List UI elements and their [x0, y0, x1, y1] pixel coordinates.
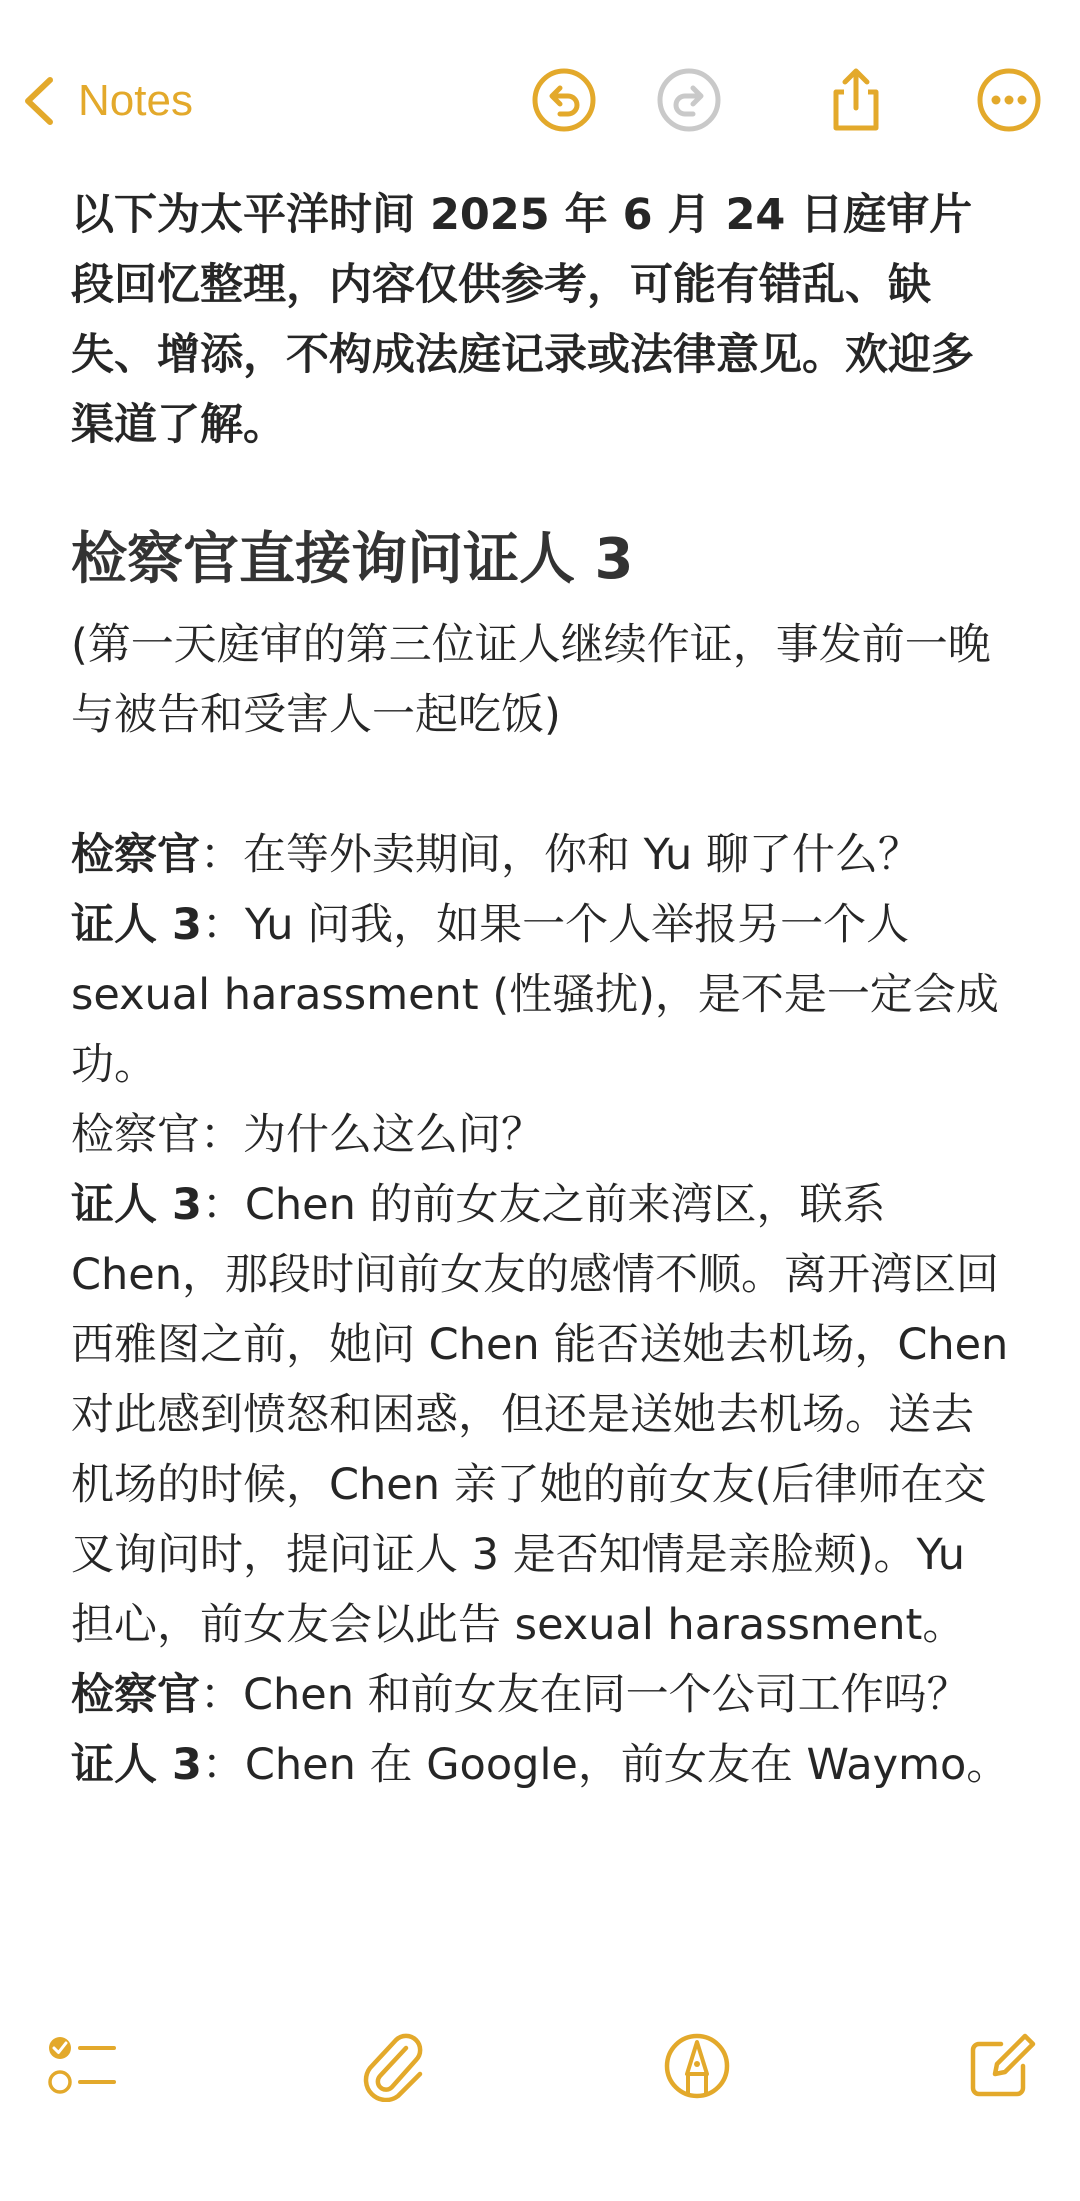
dialogue-text: Chen 和前女友在同一个公司工作吗？	[243, 1670, 970, 1720]
speaker-name: 证人 3	[71, 900, 202, 950]
dialogue-text: Chen 在 Google，前女友在 Waymo。	[244, 1740, 1010, 1790]
dialogue	[71, 820, 1011, 1800]
separator: ：	[201, 900, 245, 950]
markup-pen-icon	[661, 2030, 733, 2102]
more-button[interactable]	[975, 66, 1043, 134]
compose-icon	[965, 2030, 1037, 2102]
share-icon	[822, 66, 890, 134]
redo-button[interactable]	[655, 66, 723, 134]
share-button[interactable]	[822, 66, 890, 134]
chevron-left-icon	[20, 74, 58, 128]
more-icon	[975, 66, 1043, 134]
speaker-name: 检察官	[71, 1110, 200, 1160]
redo-icon	[655, 66, 723, 134]
dialogue-line	[71, 820, 1011, 890]
dialogue-line	[71, 890, 1011, 1100]
attach-button[interactable]	[358, 2030, 430, 2102]
compose-button[interactable]	[965, 2030, 1037, 2102]
back-label: Notes	[78, 76, 193, 125]
back-button[interactable]	[20, 68, 193, 134]
undo-button[interactable]	[530, 66, 598, 134]
separator: ：	[200, 830, 243, 880]
separator: ：	[200, 1110, 243, 1160]
checklist-button[interactable]	[46, 2030, 118, 2102]
note-content[interactable]	[71, 180, 1011, 1800]
navigation-bar	[0, 0, 1080, 190]
undo-icon	[530, 66, 598, 134]
speaker-name: 证人 3	[71, 1180, 202, 1230]
speaker-name: 证人 3	[71, 1740, 202, 1790]
section-heading: 检察官直接询问证人 3	[71, 527, 634, 592]
speaker-name: 检察官	[71, 830, 200, 880]
separator: ：	[200, 1670, 243, 1720]
paperclip-icon	[358, 2030, 430, 2102]
note-intro: 以下为太平洋时间 2025 年 6 月 24 日庭审片段回忆整理，内容仅供参考，可能有错乱、缺失、增添，不构成法庭记录或法律意见。欢迎多渠道了解。	[71, 190, 974, 450]
dialogue-line	[71, 1170, 1011, 1660]
dialogue-text: 为什么这么问？	[243, 1110, 544, 1160]
markup-button[interactable]	[661, 2030, 733, 2102]
dialogue-text: Yu 问我，如果一个人举报另一个人 sexual harassment (性骚扰)，是不是一定会成功。	[71, 900, 999, 1090]
bottom-toolbar	[0, 2030, 1080, 2140]
separator: ：	[201, 1740, 245, 1790]
speaker-name: 检察官	[71, 1670, 200, 1720]
separator: ：	[201, 1180, 245, 1230]
dialogue-text: Chen 的前女友之前来湾区，联系 Chen，那段时间前女友的感情不顺。离开湾区回西雅图之前，她问 Chen 能否送她去机场，Chen 对此感到愤怒和困惑，但还是送她去机场。送去机场的时候，Chen 亲了她的前女友(后律师在交叉询问时，提问证人 3 是否知情是亲脸颊)。Yu 担心，前女友会以此告 sexual harassment。	[71, 1180, 1009, 1650]
dialogue-line	[71, 1660, 1011, 1730]
dialogue-line	[71, 1100, 1011, 1170]
checklist-icon	[46, 2030, 118, 2102]
dialogue-line	[71, 1730, 1011, 1800]
dialogue-text: 在等外卖期间，你和 Yu 聊了什么？	[243, 830, 921, 880]
context-note: (第一天庭审的第三位证人继续作证，事发前一晚与被告和受害人一起吃饭)	[71, 620, 991, 740]
